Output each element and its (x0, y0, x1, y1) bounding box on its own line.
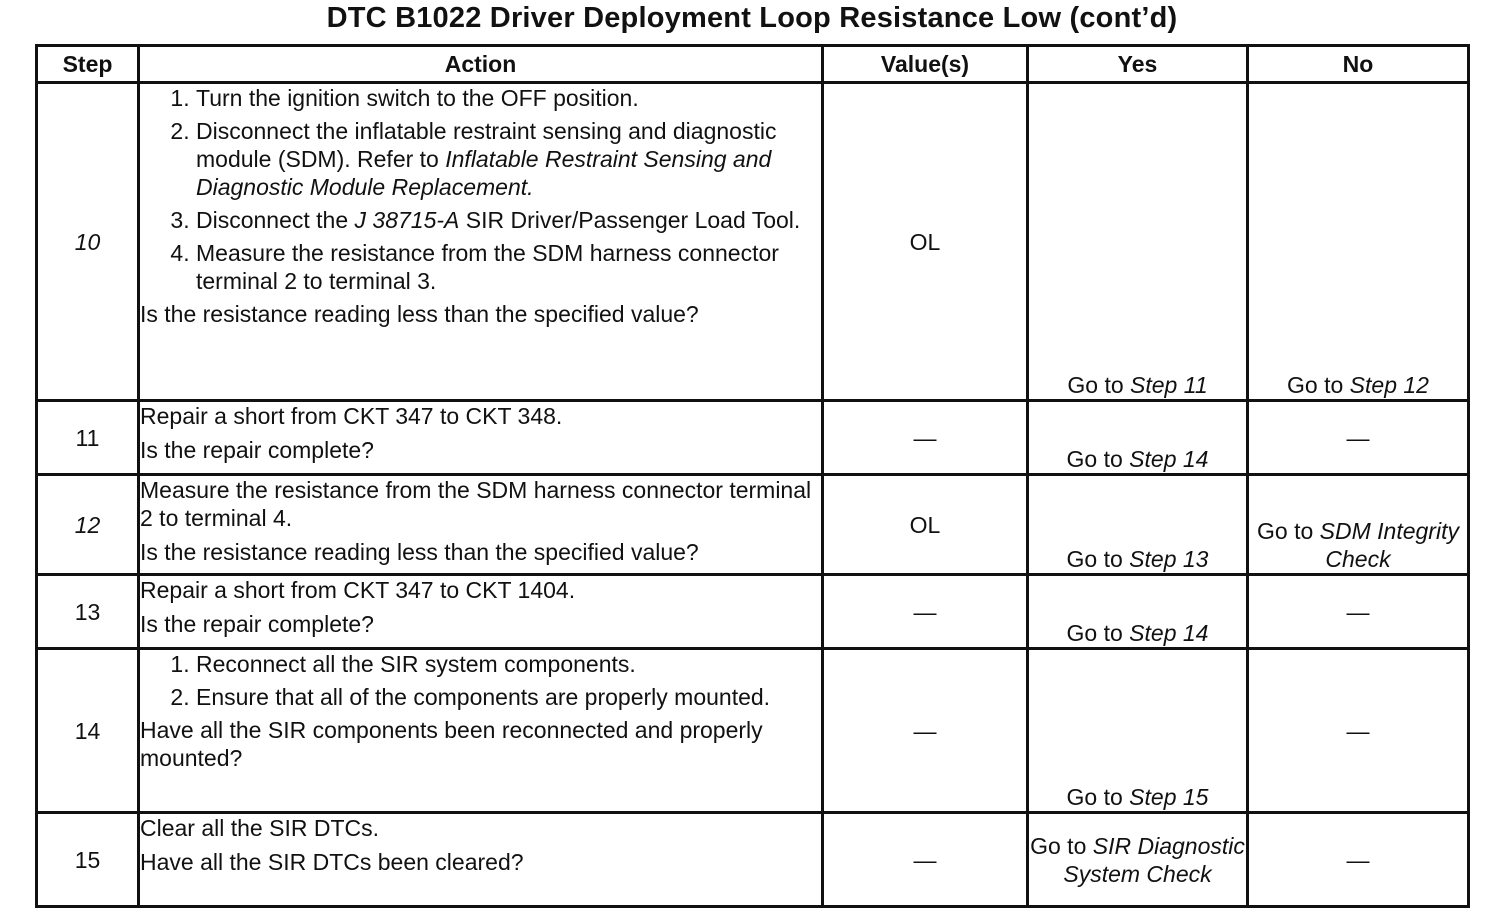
action-question: Is the repair complete? (140, 611, 374, 637)
action-cell (139, 475, 823, 575)
table-row-step-11 (37, 401, 1469, 475)
goto-link-yes[interactable]: Step 13 (1129, 546, 1209, 572)
reference-link[interactable]: Inflatable Restraint Sensing and Diagnostic Module Replacement. (196, 146, 772, 200)
goto-link-yes[interactable]: Step 14 (1129, 620, 1209, 646)
action-question: Have all the SIR DTCs been cleared? (140, 849, 524, 875)
action-cell (139, 649, 823, 813)
action-step (196, 117, 821, 201)
action-cell (139, 83, 823, 401)
yes-cell (1028, 83, 1248, 401)
header-values: Value(s) (823, 46, 1028, 83)
yes-cell (1028, 475, 1248, 575)
no-cell (1248, 83, 1469, 401)
no-cell (1248, 475, 1469, 575)
value-cell: OL (823, 83, 1028, 401)
action-text: Repair a short from CKT 347 to CKT 1404. (140, 577, 576, 603)
goto-link-yes[interactable]: Step 14 (1129, 446, 1209, 472)
action-text: Clear all the SIR DTCs. (140, 815, 380, 841)
table-row-step-14 (37, 649, 1469, 813)
yes-cell (1028, 401, 1248, 475)
goto-prefix: Go to (1030, 832, 1093, 859)
value-cell: OL (823, 475, 1028, 575)
header-yes: Yes (1028, 46, 1248, 83)
table-row-step-15 (37, 813, 1469, 907)
table-row-step-13 (37, 575, 1469, 649)
action-text: Repair a short from CKT 347 to CKT 348. (140, 403, 563, 429)
table-row-step-12 (37, 475, 1469, 575)
value-cell: — (823, 649, 1028, 813)
action-step: 1. Reconnect all the SIR system components. (196, 650, 821, 678)
action-text: Disconnect the (196, 207, 355, 233)
no-cell: — (1248, 649, 1469, 813)
action-question: Is the resistance reading less than the specified value? (140, 301, 699, 327)
value-cell: — (823, 813, 1028, 907)
goto-link-yes[interactable]: Step 15 (1129, 784, 1209, 810)
header-no: No (1248, 46, 1469, 83)
goto-link-yes[interactable]: Step 11 (1130, 372, 1208, 398)
goto-prefix: Go to (1067, 372, 1131, 398)
yes-cell (1028, 575, 1248, 649)
action-question: Have all the SIR components been reconnected and properly mounted? (140, 717, 763, 771)
header-step: Step (37, 46, 139, 83)
action-text: Measure the resistance from the SDM harness connector terminal 2 to terminal 4. (140, 477, 812, 531)
no-cell: — (1248, 575, 1469, 649)
table-header-row (37, 46, 1469, 83)
action-cell (139, 575, 823, 649)
goto-prefix: Go to (1066, 446, 1130, 472)
goto-prefix: Go to (1066, 620, 1130, 646)
tool-reference: J 38715-A (354, 207, 460, 233)
action-cell (139, 813, 823, 907)
action-text: Disconnect the inflatable restraint sensing and diagnostic module (SDM). Refer to (196, 118, 777, 172)
step-number: 10 (37, 83, 139, 401)
action-steps-list (140, 650, 821, 711)
yes-cell (1028, 649, 1248, 813)
action-step: 2. Ensure that all of the components are properly mounted. (196, 683, 821, 711)
step-number: 14 (37, 649, 139, 813)
step-number: 11 (37, 401, 139, 475)
table-row-step-10 (37, 83, 1469, 401)
value-cell: — (823, 575, 1028, 649)
yes-cell (1028, 813, 1248, 907)
goto-prefix: Go to (1287, 372, 1350, 398)
goto-link-no[interactable]: Step 12 (1349, 372, 1429, 398)
step-number: 12 (37, 475, 139, 575)
goto-link-yes[interactable]: SIR Diagnostic System Check (1063, 832, 1245, 887)
goto-prefix: Go to (1066, 546, 1130, 572)
diagnostic-table (35, 44, 1470, 908)
no-cell: — (1248, 813, 1469, 907)
action-steps-list (140, 84, 821, 295)
action-text: SIR Driver/Passenger Load Tool. (459, 207, 801, 233)
action-question: Is the repair complete? (140, 437, 374, 463)
page-title: DTC B1022 Driver Deployment Loop Resistance Low (cont’d) (326, 2, 1178, 34)
header-action: Action (139, 46, 823, 83)
goto-link-no[interactable]: SDM Integrity Check (1319, 518, 1459, 572)
step-number: 13 (37, 575, 139, 649)
goto-prefix: Go to (1066, 784, 1130, 810)
step-number: 15 (37, 813, 139, 907)
no-cell: — (1248, 401, 1469, 475)
action-step (196, 206, 821, 234)
value-cell: — (823, 401, 1028, 475)
action-step: 4. Measure the resistance from the SDM harness connector terminal 2 to terminal 3. (196, 239, 821, 295)
action-step: 1. Turn the ignition switch to the OFF position. (196, 84, 821, 112)
goto-prefix: Go to (1257, 518, 1320, 544)
action-cell (139, 401, 823, 475)
action-question: Is the resistance reading less than the specified value? (140, 539, 699, 565)
